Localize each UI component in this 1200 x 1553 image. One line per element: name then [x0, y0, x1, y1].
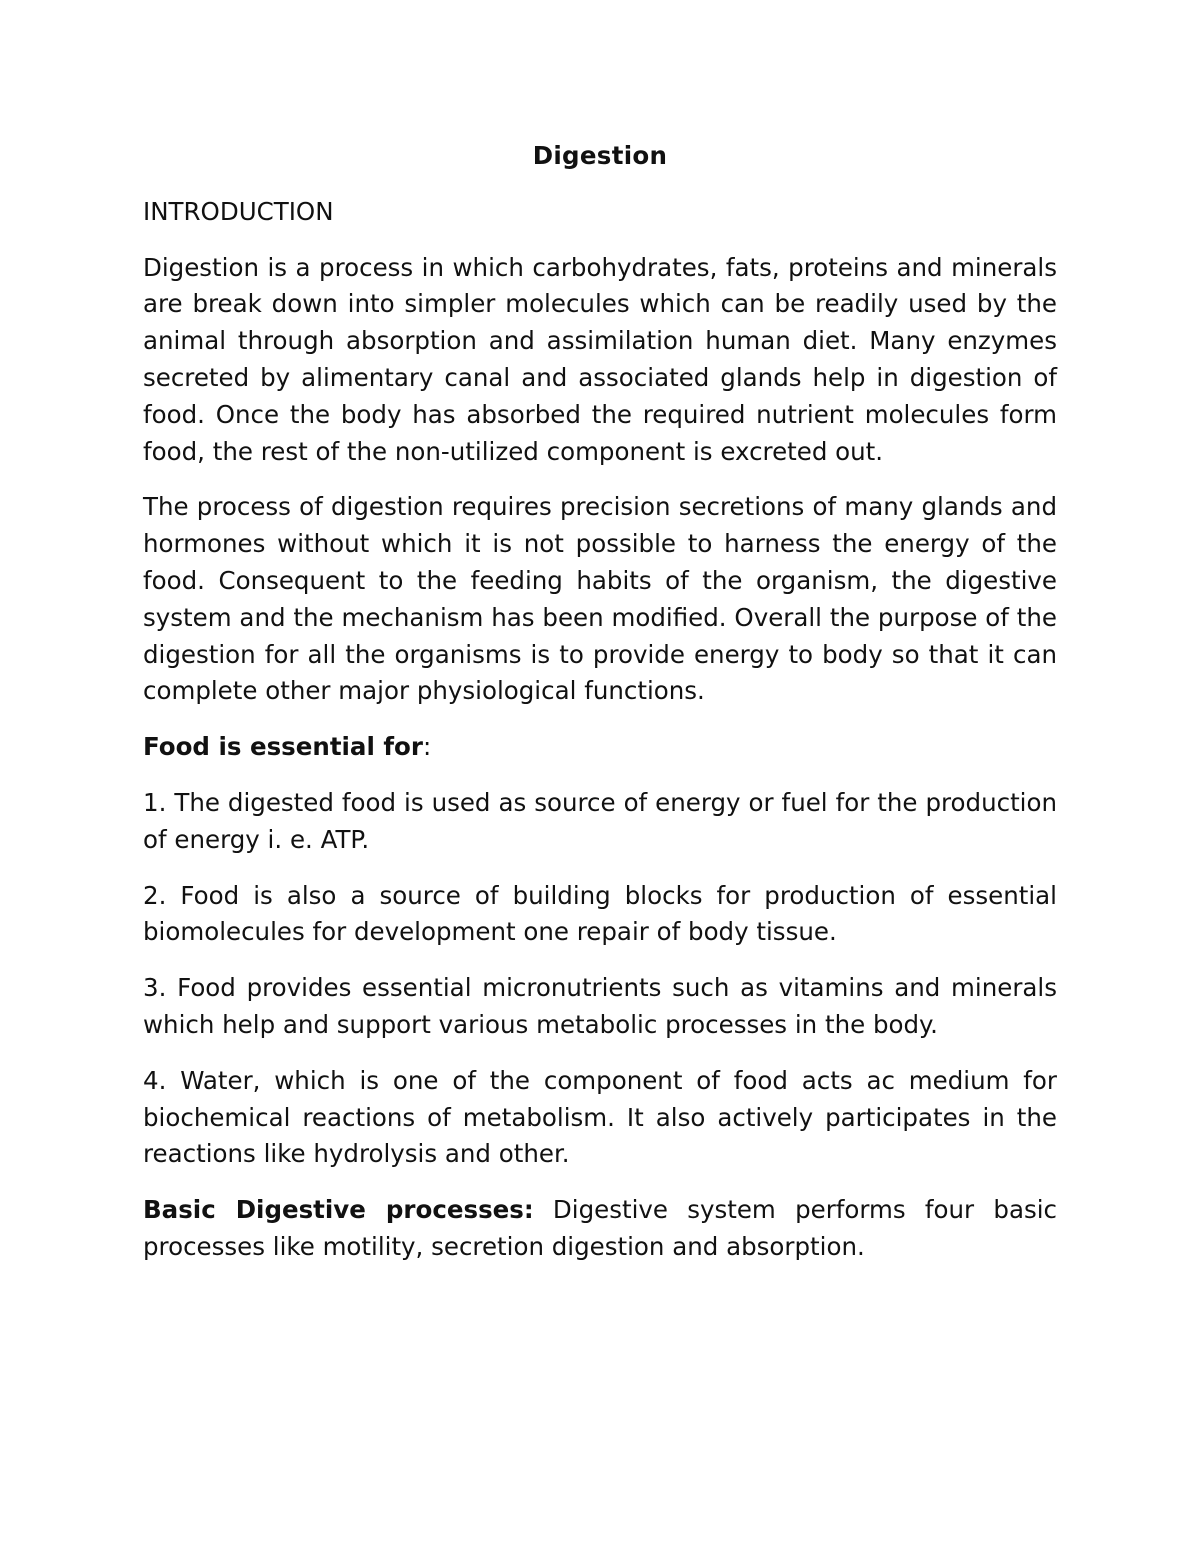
food-list-item-1: 1. The digested food is used as source of energy or fuel for the production of energy i. e. ATP. [143, 787, 1057, 854]
food-essential-colon: : [422, 732, 432, 762]
food-list-item-4: 4. Water, which is one of the component of food acts ac medium for biochemical reactions of metabolism. It also actively participates in the reactions like hydrolysis and other. [143, 1065, 1057, 1169]
food-list-item-3: 3. Food provides essential micronutrients such as vitamins and minerals which help and support various metabolic processes in the body. [143, 973, 1057, 1039]
document-title: Digestion [532, 141, 668, 170]
food-essential-heading [143, 729, 1057, 766]
document-page [143, 138, 1057, 1285]
food-list-item-2: 2. Food is also a source of building blocks for production of essential biomolecules for development one repair of body tissue. [143, 880, 1057, 947]
basic-processes-text: Digestive system performs four basic processes like motility, secretion digestion and absorption. [143, 1195, 1058, 1261]
basic-processes-paragraph [143, 1192, 1057, 1266]
food-essential-label: Food is essential for [143, 732, 423, 762]
paragraph-introduction: Digestion is a process in which carbohydrates, fats, proteins and minerals are break down into simpler molecules which can be readily used by the animal through absorption and assimilation human diet. Many enzymes secreted by alimentary canal and associated glands help in digestion of food. Once the body has absorbed the required nutrient molecules form food, the rest of the non-utilized component is excreted out. [143, 252, 1057, 466]
paragraph-process: The process of digestion requires precision secretions of many glands and hormones without which it is not possible to harness the energy of the food. Consequent to the feeding habits of the organism, the digestive system and the mechanism has been modified. Overall the purpose of the digestion for all the organisms is to provide energy to body so that it can complete other major physiological functions. [143, 492, 1057, 706]
basic-processes-label: Basic Digestive processes: [143, 1195, 534, 1225]
section-heading-introduction: INTRODUCTION [143, 196, 334, 226]
